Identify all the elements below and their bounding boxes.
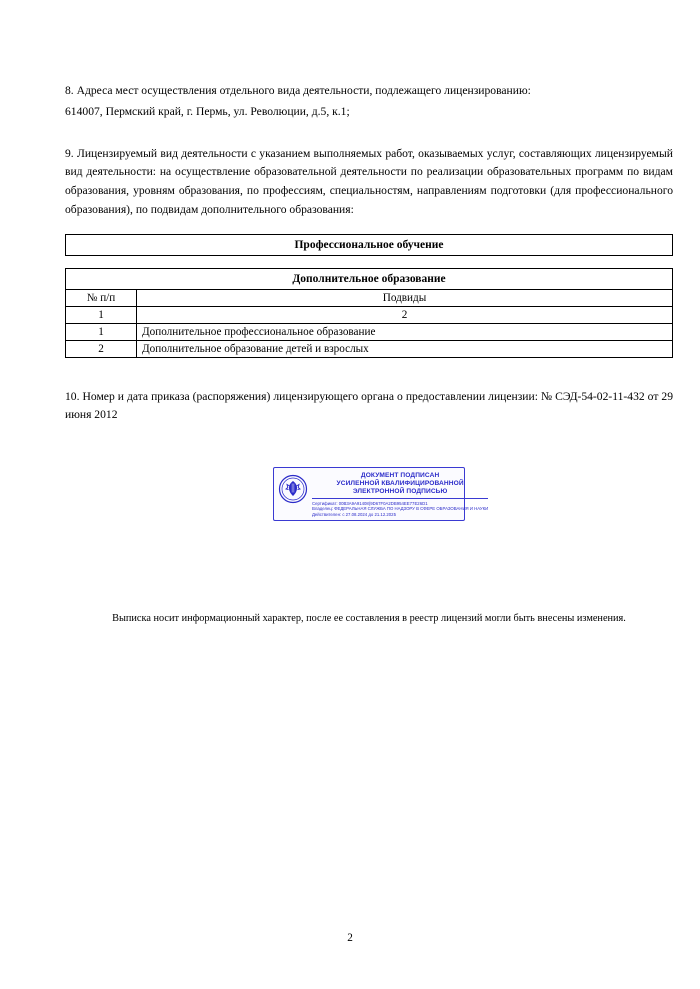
page-number: 2 [347, 932, 353, 944]
column-header-number: № п/п [66, 289, 137, 306]
row-subtype-name: Дополнительное образование детей и взрослых [137, 340, 673, 357]
stamp-text-block [312, 472, 488, 517]
row-number: 2 [66, 340, 137, 357]
stamp-title-line-3: ЭЛЕКТРОННОЙ ПОДПИСЬЮ [352, 487, 448, 495]
section-10-text: 10. Номер и дата приказа (распоряжения) лицензирующего органа о предоставлении лицензии: № СЭД-54-02-11-432 от 29 июня 2012 [65, 389, 673, 422]
table-row [66, 306, 673, 323]
row-subtype-name: Дополнительное профессиональное образование [137, 323, 673, 340]
section-8-address: 614007, Пермский край, г. Пермь, ул. Революции, д.5, к.1; [65, 104, 350, 118]
electronic-signature-stamp-wrapper [65, 467, 673, 521]
table-vocational-header: Профессиональное обучение [66, 234, 673, 255]
section-9-text: 9. Лицензируемый вид деятельности с указанием выполняемых работ, оказываемых услуг, составляющих лицензируемый вид деятельности: на осуществление образовательной деятельности по реализации образовательных программ по видам образования, уровням образования, по профессиям, специальностям, направлениям подготовки (для профессионального образования), по подвидам дополнительного образования: [65, 146, 673, 216]
section-8-text: 8. Адреса мест осуществления отдельного вида деятельности, подлежащего лицензированию: [65, 84, 531, 97]
stamp-certificate: Сертификат: 00B3A9A91408(9D67F0A2DB954EE77E26D1 [312, 500, 428, 506]
electronic-signature-stamp [273, 467, 489, 521]
table-row [66, 340, 673, 357]
column-index-2: 2 [137, 306, 673, 323]
stamp-divider [312, 498, 488, 499]
stamp-owner: Владелец: ФЕДЕРАЛЬНАЯ СЛУЖБА ПО НАДЗОРУ В СФЕРЕ ОБРАЗОВАНИЯ И НАУКИ [312, 506, 489, 512]
table-row [66, 323, 673, 340]
column-index-1: 1 [66, 306, 137, 323]
stamp-validity: Действителен: с 27.08.2024 до 21.12.2025 [312, 511, 396, 517]
column-header-subtypes: Подвиды [137, 289, 673, 306]
row-number: 1 [66, 323, 137, 340]
table-row [66, 234, 673, 255]
document-body [65, 82, 673, 624]
document-footnote: Выписка носит информационный характер, после ее составления в реестр лицензий могли быть внесены изменения. [112, 613, 626, 625]
table-additional-education [65, 268, 673, 358]
stamp-title-line-1: ДОКУМЕНТ ПОДПИСАН [360, 472, 440, 480]
table-row [66, 289, 673, 306]
table-vocational-training [65, 234, 673, 256]
stamp-title-line-2: УСИЛЕННОЙ КВАЛИФИЦИРОВАННОЙ [336, 480, 464, 488]
table-additional-header: Дополнительное образование [66, 268, 673, 289]
coat-of-arms-icon [278, 474, 308, 504]
table-row [66, 268, 673, 289]
